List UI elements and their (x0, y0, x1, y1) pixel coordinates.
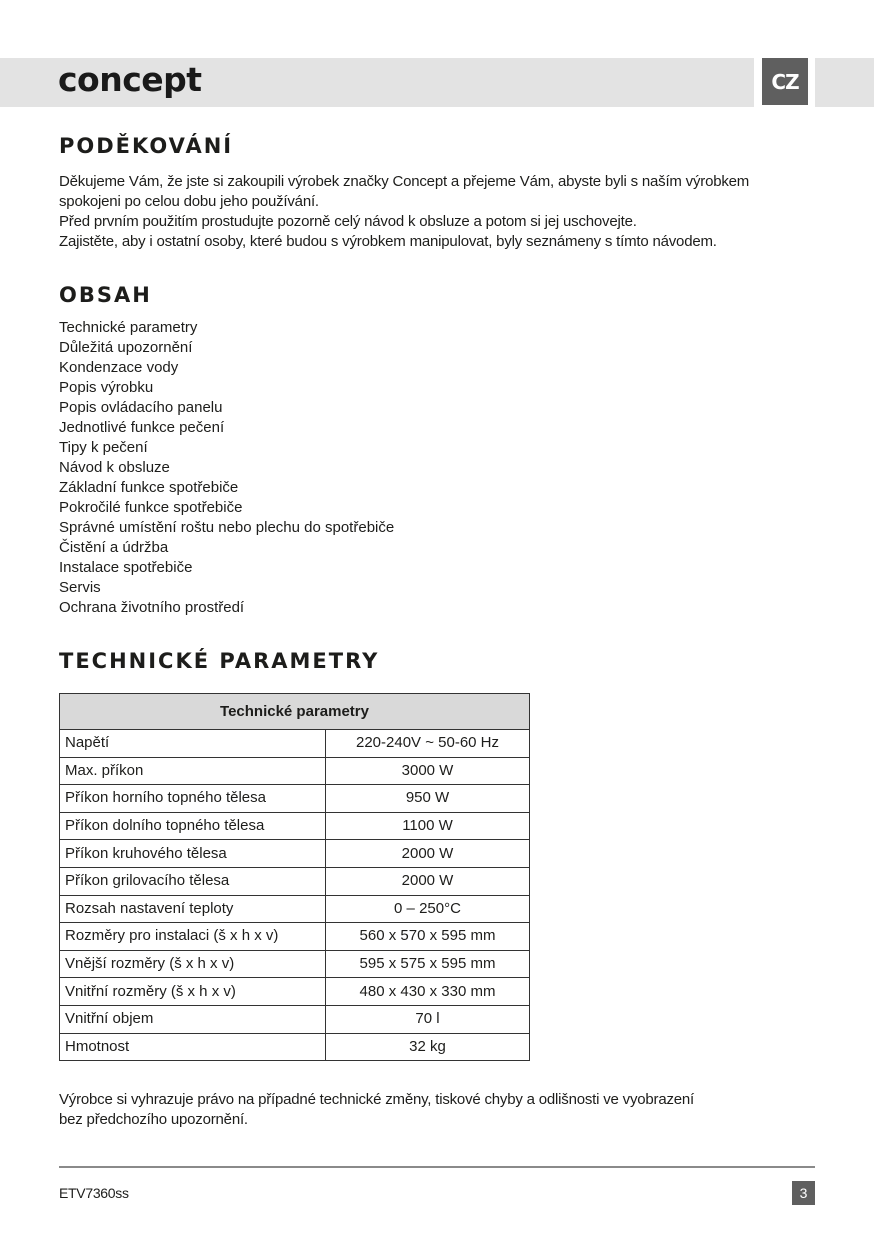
toc-item: Správné umístění roštu nebo plechu do spotřebiče (59, 519, 395, 536)
toc-item: Důležitá upozornění (59, 339, 193, 356)
thanks-line: spokojeni po celou dobu jeho používání. (59, 193, 319, 210)
spec-value: 560 x 570 x 595 mm (326, 923, 530, 951)
toc-item: Kondenzace vody (59, 359, 179, 376)
table-row (60, 895, 530, 923)
toc-item: Pokročilé funkce spotřebiče (59, 499, 243, 516)
toc-item: Instalace spotřebiče (59, 559, 193, 576)
table-row (60, 950, 530, 978)
table-row (60, 923, 530, 951)
spec-label: Rozměry pro instalaci (š x h x v) (60, 923, 326, 951)
disclaimer (59, 1090, 694, 1130)
toc-item: Návod k obsluze (59, 459, 170, 476)
spec-label: Hmotnost (60, 1033, 326, 1061)
table-row (60, 1033, 530, 1061)
table-row (60, 757, 530, 785)
thanks-paragraph (59, 172, 749, 252)
toc-item: Ochrana životního prostředí (59, 599, 245, 616)
thanks-title: PODĚKOVÁNÍ (59, 134, 234, 158)
disclaimer-line: bez předchozího upozornění. (59, 1111, 248, 1128)
spec-label: Vnitřní rozměry (š x h x v) (60, 978, 326, 1006)
table-row (60, 978, 530, 1006)
spec-table (59, 693, 530, 1061)
disclaimer-line: Výrobce si vyhrazuje právo na případné technické změny, tiskové chyby a odlišnosti ve vyobrazení (59, 1091, 695, 1108)
spec-label: Příkon grilovacího tělesa (60, 867, 326, 895)
footer-divider (59, 1166, 815, 1168)
table-row (60, 840, 530, 868)
table-row (60, 730, 530, 758)
table-row (60, 812, 530, 840)
spec-label: Rozsah nastavení teploty (60, 895, 326, 923)
header-bar-right (815, 58, 874, 107)
spec-value: 1100 W (326, 812, 530, 840)
spec-label: Příkon dolního topného tělesa (60, 812, 326, 840)
toc-item: Technické parametry (59, 319, 198, 336)
tech-title: TECHNICKÉ PARAMETRY (59, 649, 380, 673)
spec-label: Napětí (60, 730, 326, 758)
table-row (60, 1005, 530, 1033)
spec-value: 595 x 575 x 595 mm (326, 950, 530, 978)
thanks-line: Před prvním použitím prostudujte pozorně celý návod k obsluze a potom si jej uschovejte. (59, 213, 637, 230)
spec-value: 950 W (326, 785, 530, 813)
toc-item: Popis výrobku (59, 379, 154, 396)
model-number: ETV7360ss (59, 1185, 129, 1201)
toc-item: Tipy k pečení (59, 439, 148, 456)
table-of-contents (59, 318, 394, 618)
spec-label: Vnější rozměry (š x h x v) (60, 950, 326, 978)
spec-value: 480 x 430 x 330 mm (326, 978, 530, 1006)
table-row (60, 785, 530, 813)
spec-value: 3000 W (326, 757, 530, 785)
spec-label: Příkon horního topného tělesa (60, 785, 326, 813)
thanks-line: Zajistěte, aby i ostatní osoby, které budou s výrobkem manipulovat, byly seznámeny s tímto návodem. (59, 233, 717, 250)
spec-value: 220-240V ~ 50-60 Hz (326, 730, 530, 758)
spec-value: 70 l (326, 1005, 530, 1033)
toc-item: Servis (59, 579, 101, 596)
table-row (60, 867, 530, 895)
spec-label: Vnitřní objem (60, 1005, 326, 1033)
spec-value: 2000 W (326, 867, 530, 895)
brand-logo: concept (58, 60, 202, 99)
spec-label: Max. příkon (60, 757, 326, 785)
toc-item: Popis ovládacího panelu (59, 399, 223, 416)
toc-item: Jednotlivé funkce pečení (59, 419, 225, 436)
spec-label: Příkon kruhového tělesa (60, 840, 326, 868)
thanks-line: Děkujeme Vám, že jste si zakoupili výrobek značky Concept a přejeme Vám, abyste byli s naším výrobkem (59, 173, 750, 190)
spec-value: 2000 W (326, 840, 530, 868)
toc-item: Čistění a údržba (59, 539, 169, 556)
page-number: 3 (792, 1181, 815, 1205)
contents-title: OBSAH (59, 283, 152, 307)
toc-item: Základní funkce spotřebiče (59, 479, 239, 496)
spec-value: 32 kg (326, 1033, 530, 1061)
spec-table-header: Technické parametry (60, 694, 530, 730)
spec-value: 0 – 250°C (326, 895, 530, 923)
language-badge: CZ (762, 58, 808, 105)
